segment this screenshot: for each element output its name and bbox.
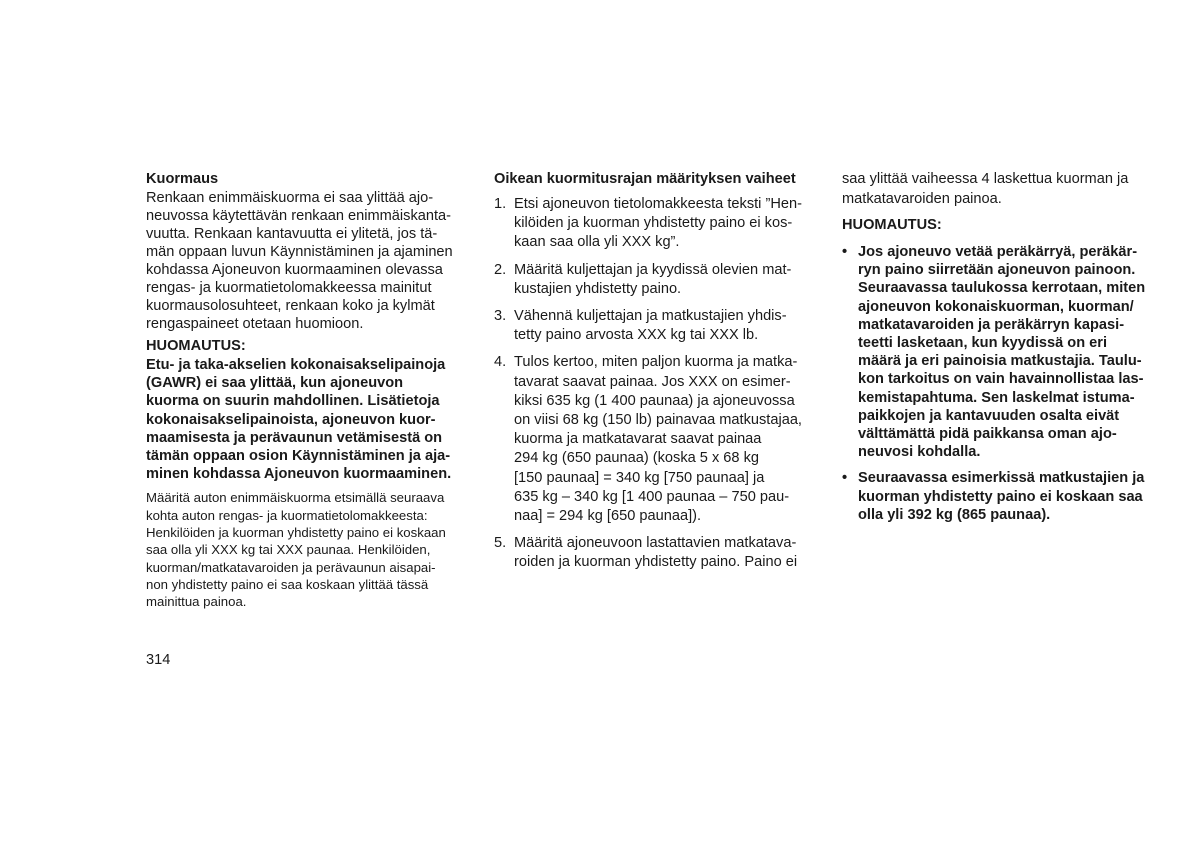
max-load-paragraph: Määritä auton enimmäiskuorma etsimällä seuraava kohta auton rengas- ja kuormatietolomakkeesta: Henkilöiden ja kuorman yhdistetty paino ei koskaan saa olla yli XXX kg tai XXX paunaa. Henkilöiden, kuorman/matkatavaroiden ja perävaunun aisapai- non yhdistetty paino ei saa koskaan ylittää tässä mainittua painoa. (146, 490, 446, 610)
step-item (494, 261, 806, 299)
section-heading-kuormaus: Kuormaus (146, 171, 219, 187)
step-item (494, 195, 806, 253)
step-text: Määritä kuljettajan ja kyydissä olevien mat- kustajien yhdistetty paino. (514, 261, 792, 297)
step-number: 4. (494, 354, 507, 371)
loading-paragraph: Renkaan enimmäiskuorma ei saa ylittää ajo- neuvossa käytettävän renkaan enimmäiskanta- vuutta. Renkaan kantavuutta ei ylitetä, jos tä- män oppaan luvun Käynnistäminen ja ajaminen kohdassa Ajoneuvon kuormaaminen olevassa rengas- ja kuormatietolomakkeessa mainitut kuormausolosuhteet, renkaan koko ja kylmät rengaspaineet otetaan huomioon. (146, 190, 453, 332)
note-heading: HUOMAUTUS: (146, 338, 246, 354)
steps-heading: Oikean kuormitusrajan määrityksen vaiheet (494, 171, 796, 187)
step-item (494, 534, 806, 572)
continued-text: saa ylittää vaiheessa 4 laskettua kuorman ja matkatavaroiden painoa. (842, 171, 1129, 207)
step-text: Etsi ajoneuvon tietolomakkeesta teksti ”Hen- kilöiden ja kuorman yhdistetty paino ei kos- kaan saa olla yli XXX kg”. (514, 196, 802, 251)
bullet-item (842, 243, 1154, 461)
note-bullet-list (842, 243, 1154, 524)
note-heading: HUOMAUTUS: (842, 217, 942, 233)
column-left (146, 170, 458, 611)
bullet-text: Jos ajoneuvo vetää peräkärryä, peräkär- ryn paino siirretään ajoneuvon painoon. Seuraavassa taulukossa kerrotaan, miten ajoneuvon kokonaiskuorman, kuorman/ matkatavaroiden ja peräkärryn kapasi- teetti lasketaan, kun kyydissä on eri määrä ja eri painoisia matkustajia. Taulu- kon tarkoitus on vain havainnollistaa las- kemistapahtuma. Sen laskelmat istuma- paikkojen ja kantavuuden osalta eivät välttämättä pidä paikkansa oman ajo- neuvosi kohdalla. (858, 244, 1146, 461)
steps-list (494, 195, 806, 573)
step-number: 2. (494, 261, 507, 278)
step-text: Määritä ajoneuvoon lastattavien matkatava- roiden ja kuorman yhdistetty paino. Paino ei (514, 535, 798, 571)
page-number: 314 (146, 652, 171, 668)
note-text: Etu- ja taka-akselien kokonaisakselipainoja (GAWR) ei saa ylittää, kun ajoneuvon kuorma on suurin mahdollinen. Lisätietoja kokonaisakselipainoista, ajoneuvon kuor- maamisesta ja perävaunun vetämisestä on tämän oppaan osion Käynnistäminen ja aja- minen kohdassa Ajoneuvon kuormaaminen. (146, 357, 452, 483)
step-number: 3. (494, 308, 507, 325)
step-number: 1. (494, 196, 507, 212)
step-text: Vähennä kuljettajan ja matkustajien yhdis- tetty paino arvosta XXX kg tai XXX lb. (514, 308, 787, 344)
bullet-icon: • (842, 244, 848, 260)
bullet-text: Seuraavassa esimerkissä matkustajien ja kuorman yhdistetty paino ei koskaan saa olla yli 392 kg (865 paunaa). (858, 470, 1145, 523)
column-middle (494, 170, 806, 581)
step-text: Tulos kertoo, miten paljon kuorma ja matka- tavarat saavat painaa. Jos XXX on esimer- kiksi 635 kg (1 400 paunaa) ja ajoneuvossa on viisi 68 kg (150 lb) painavaa matkustajaa, kuorma ja matkatavarat saavat painaa 294 kg (650 paunaa) (koska 5 x 68 kg [150 paunaa] = 340 kg [750 paunaa] ja 635 kg – 340 kg [1 400 paunaa – 750 pau- naa] = 294 kg [650 paunaa]). (514, 354, 802, 525)
bullet-icon: • (842, 470, 848, 487)
step-item (494, 353, 806, 526)
column-right (842, 170, 1154, 532)
bullet-item (842, 469, 1154, 524)
step-number: 5. (494, 535, 507, 552)
step-item (494, 307, 806, 345)
